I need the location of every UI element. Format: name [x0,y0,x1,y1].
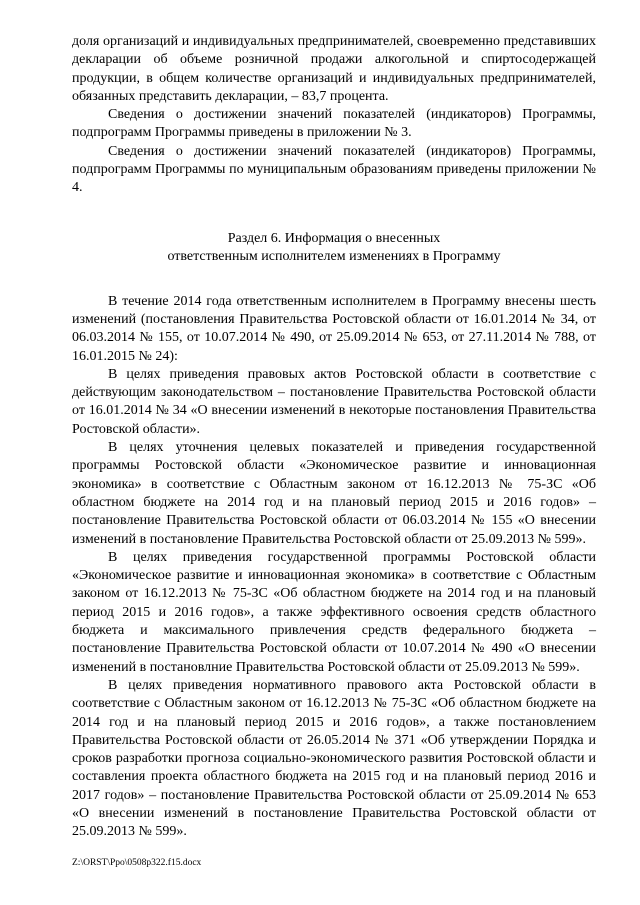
document-page [72,33,596,842]
paragraph-indicators-appendix-3: Сведения о достижении значений показателей (индикаторов) Программы, подпрограмм Программы приведены в приложении № 3. [72,107,596,141]
spacer [72,266,596,293]
paragraph-change-34: В целях приведения правовых актов Ростовской области в соответствие с действующим законодательством – постановление Правительства Ростовской области от 16.01.2014 № 34 «О внесении изменений в некоторые постановления Правительства Ростовской области». [72,366,596,437]
paragraph-change-490: В целях приведения государственной программы Ростовской области «Экономическое развитие и инновационная экономика» в соответствие с Областным законом от 16.12.2013 № 75-ЗС «Об областном бюджете на 2014 год и на плановый период 2015 и 2016 годов», а также эффективного освоения средств областного бюджета и максимального привлечения средств федерального бюджета – постановление Правительства Ростовской области от 10.07.2014 № 490 «О внесении изменений в постановлние Правительства Ростовской области от 25.09.2013 № 599». [72,549,596,675]
section-heading [72,230,596,266]
paragraph-change-155: В целях уточнения целевых показателей и приведения государственной программы Ростовской области «Экономическое развитие и инновационная экономика» в соответствие с Областным законом от 16.12.2013 № 75-ЗС «Об областном бюджете на 2014 год и на плановый период 2015 и 2016 годов» – постановление Правительства Ростовской области от 06.03.2014 № 155 «О внесении изменений в постановление Правительства Ростовской области от 25.09.2013 № 599». [72,440,596,547]
paragraph-changes-intro: В течение 2014 года ответственным исполнителем в Программу внесены шесть изменений (постановления Правительства Ростовской области от 16.01.2014 № 34, от 06.03.2014 № 155, от 10.07.2014 № 490, от 25.09.2014 № 653, от 27.11.2014 № 788, от 16.01.2015 № 24): [72,293,596,364]
paragraph-continuation: доля организаций и индивидуальных предпринимателей, своевременно представивших декларации об объеме розничной продажи алкогольной и спиртосодержащей продукции, в общем количестве организаций и индивидуальных предпринимателей, обязанных представить декларации, – 83,7 процента. [72,34,596,104]
paragraph-change-653: В целях приведения нормативного правового акта Ростовской области в соответствие с Областным законом от 16.12.2013 № 75-ЗС «Об областном бюджете на 2014 год и на плановый период 2015 и 2016 годов», а также постановлением Правительства Ростовской области от 26.05.2014 № 371 «Об утверждении Порядка и сроков разработки прогноза социально-экономического развития Ростовской области и составления проекта областного бюджета на 2015 год и на плановый период 2016 и 2017 годов» – постановление Правительства Ростовской области от 25.09.2014 № 653 «О внесении изменений в постановление Правительства Ростовской области от 25.09.2013 № 599». [72,677,596,840]
paragraph-indicators-appendix-4: Сведения о достижении значений показателей (индикаторов) Программы, подпрограмм Программы по муниципальным образованиям приведены приложении № 4. [72,143,596,196]
section-title-line-2: ответственным исполнителем изменениях в Программу [167,248,501,264]
section-title-line-1: Раздел 6. Информация о внесенных [227,230,441,246]
footer-file-path: Z:\ORST\Ppo\0508p322.f15.docx [72,858,202,868]
